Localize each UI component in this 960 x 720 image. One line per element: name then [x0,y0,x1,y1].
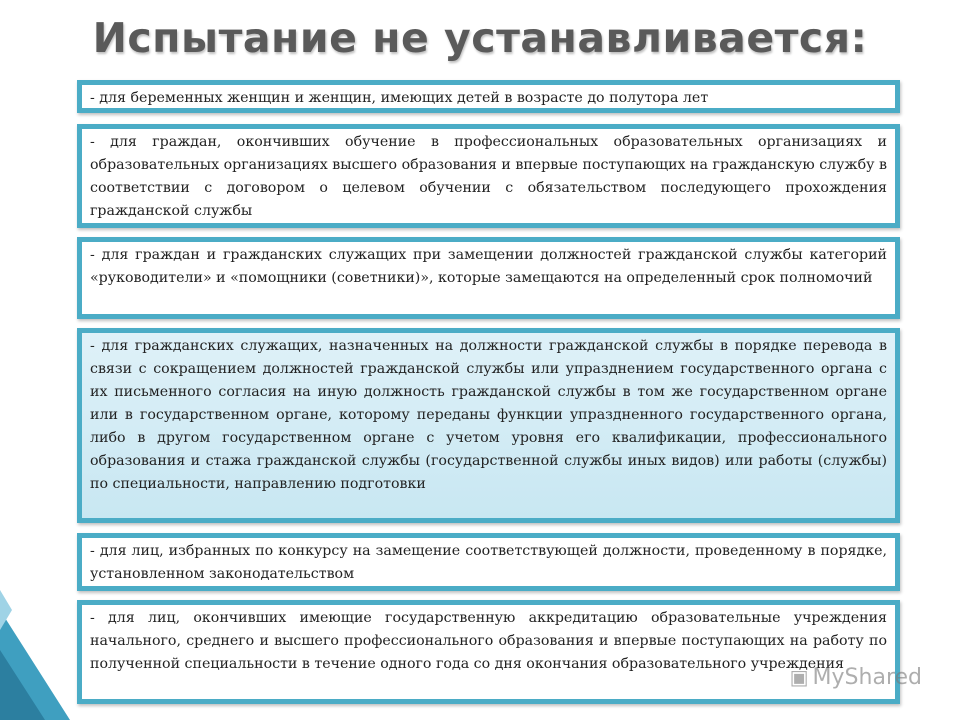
list-item [77,328,900,523]
list-item-text: - для беременных женщин и женщин, имеющих детей в возрасте до полутора лет [90,90,709,106]
list-item-text: - для граждан и гражданских служащих при замещении должностей гражданской службы категорий «руководители» и «помощники (советники)», которые замещаются на определенный срок полномочий [90,247,887,286]
page-title: Испытание не устанавливается: [92,14,868,62]
watermark [790,665,922,690]
list-item [77,80,900,113]
list-item-text: - для лиц, избранных по конкурсу на замещение соответствующей должности, проведенному в порядке, установленном законодательством [90,543,887,582]
watermark-text: MyShared [812,665,922,690]
list-item [77,600,900,704]
list-item [77,237,900,319]
list-item-text: - для лиц, окончивших имеющие государственную аккредитацию образовательные учреждения начального, среднего и высшего профессионального образования и впервые поступающих на работу по полученной специальности в течение одного года со дня окончания образовательного учреждения [90,610,887,672]
list-item [77,533,900,591]
corner-decoration [0,590,70,720]
presentation-icon: ▣ [789,665,809,689]
list-item [77,124,900,228]
list-item-text: - для гражданских служащих, назначенных на должности гражданской службы в порядке перевода в связи с сокращением должностей гражданской службы или упразднением государственного органа с их письменного согласия на иную должность гражданской службы в том же государственном органе или в государственном органе, которому переданы функции упраздненного государственного органа, либо в другом государственном органе с учетом уровня его квалификации, профессионального образования и стажа гражданской службы (государственной службы иных видов) или работы (службы) по специальности, направлению подготовки [90,338,887,492]
list-item-text: - для граждан, окончивших обучение в профессиональных образовательных организациях и образовательных организациях высшего образования и впервые поступающих на гражданскую службу в соответствии с договором о целевом обучении с обязательством последующего прохождения гражданской службы [90,134,887,219]
